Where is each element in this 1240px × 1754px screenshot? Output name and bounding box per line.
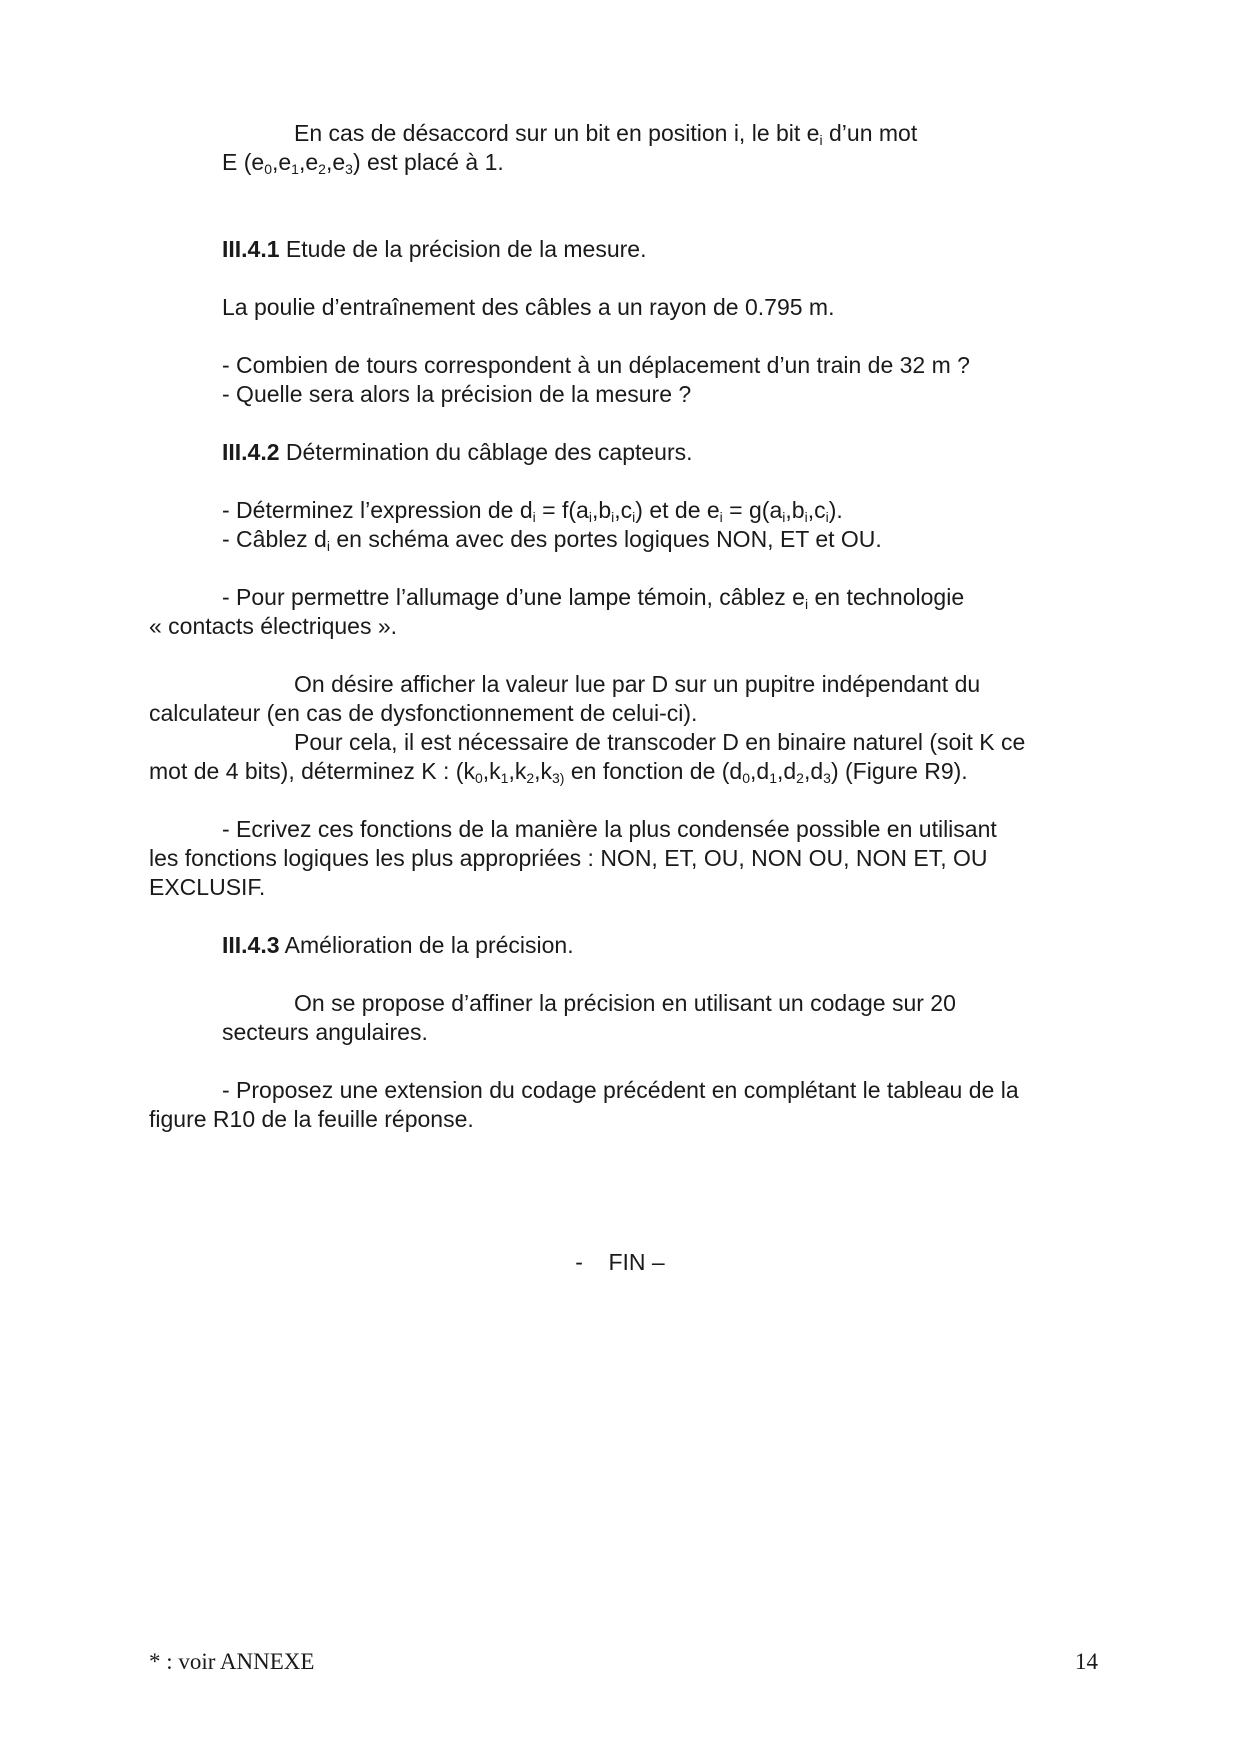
subscript: 3 [345, 161, 353, 177]
text-span: ,k [534, 758, 553, 784]
subscript: 3) [552, 770, 565, 786]
text-span: en technologie [808, 584, 965, 610]
subscript: 2 [526, 770, 535, 786]
subscript: i [782, 509, 786, 525]
section-title: Etude de la précision de la mesure. [279, 236, 647, 262]
text-line: figure R10 de la feuille réponse. [149, 1106, 474, 1132]
text-span: ,c [807, 497, 826, 523]
subscript: i [611, 509, 615, 525]
text-span: ,k [482, 758, 501, 784]
section-number: III.4.1 [222, 236, 280, 262]
subscript: 0 [264, 161, 272, 177]
text-line: Pour cela, il est nécessaire de transcoder D en binaire naturel (soit K ce [294, 729, 1026, 755]
text-span: = g(a [722, 497, 783, 523]
subscript: 2 [796, 770, 804, 786]
subscript: 0 [742, 770, 750, 786]
subscript: i [804, 596, 809, 612]
subscript: i [532, 509, 536, 525]
text-line: On se propose d’affiner la précision en utilisant un codage sur 20 [294, 990, 956, 1016]
text-line: « contacts électriques ». [149, 613, 398, 639]
text-span: en fonction de (d [564, 758, 743, 784]
text-span: ,d [776, 758, 797, 784]
text-line: les fonctions logiques les plus appropriées : NON, ET, OU, NON OU, NON ET, OU [149, 845, 988, 871]
text-span: en schéma avec des portes logiques NON, ET et OU. [329, 526, 882, 552]
subscript: i [719, 509, 723, 525]
text-span: ,e [325, 149, 346, 175]
subscript: i [804, 509, 808, 525]
subscript: i [825, 509, 829, 525]
text-span: E (e [222, 149, 265, 175]
text-line: - Proposez une extension du codage précédent en complétant le tableau de la [222, 1077, 1019, 1103]
text-line [222, 497, 843, 525]
text-span: En cas de désaccord sur un bit en position i, le bit e [294, 120, 820, 146]
section-heading-343 [222, 934, 574, 957]
subscript: 2 [318, 161, 326, 177]
text-span: ,b [785, 497, 805, 523]
subscript: 1 [769, 770, 777, 786]
text-span: ,c [614, 497, 633, 523]
text-span: ). [828, 497, 843, 523]
text-line [149, 758, 968, 786]
subscript: 0 [474, 770, 483, 786]
text-span: mot de 4 bits), déterminez K : (k [149, 758, 475, 784]
text-line [222, 149, 504, 177]
section-title: Détermination du câblage des capteurs. [279, 439, 693, 465]
text-line [222, 526, 882, 554]
question-line: - Quelle sera alors la précision de la mesure ? [222, 381, 692, 407]
subscript: i [588, 509, 592, 525]
text-span: - Câblez d [222, 526, 327, 552]
text-span: ) est placé à 1. [352, 149, 504, 175]
text-span: d’un mot [822, 120, 918, 146]
page-number: 14 [1075, 1649, 1098, 1674]
section-heading-341 [222, 238, 646, 261]
section-heading-342 [222, 441, 693, 464]
text-span: ,d [803, 758, 824, 784]
text-line: La poulie d’entraînement des câbles a un rayon de 0.795 m. [222, 294, 835, 320]
text-line: calculateur (en cas de dysfonctionnement de celui-ci). [149, 700, 698, 726]
text-span: ,k [508, 758, 527, 784]
text-span: ) et de e [635, 497, 720, 523]
subscript: i [326, 538, 330, 554]
text-line [294, 120, 918, 148]
text-line: EXCLUSIF. [149, 874, 266, 900]
text-line [222, 584, 965, 612]
subscript: 1 [291, 161, 299, 177]
subscript: 1 [500, 770, 509, 786]
end-marker: - FIN – [575, 1249, 665, 1275]
text-span: - Déterminez l’expression de d [222, 497, 533, 523]
question-line: - Combien de tours correspondent à un déplacement d’un train de 32 m ? [222, 352, 970, 378]
text-span: ,e [298, 149, 319, 175]
footer-note: * : voir ANNEXE [149, 1649, 315, 1674]
text-span: ) (Figure R9). [830, 758, 968, 784]
section-number: III.4.2 [222, 439, 280, 465]
text-line: On désire afficher la valeur lue par D sur un pupitre indépendant du [294, 671, 981, 697]
text-span: - Pour permettre l’allumage d’une lampe témoin, câblez e [222, 584, 805, 610]
subscript: i [632, 509, 636, 525]
text-span: ,d [750, 758, 770, 784]
text-line: - Ecrivez ces fonctions de la manière la plus condensée possible en utilisant [222, 816, 997, 842]
section-number: III.4.3 [222, 932, 280, 958]
subscript: i [819, 132, 823, 148]
text-line: secteurs angulaires. [222, 1019, 428, 1045]
text-span: ,b [591, 497, 612, 523]
text-span: ,e [271, 149, 292, 175]
text-span: = f(a [535, 497, 589, 523]
section-title: Amélioration de la précision. [279, 932, 574, 958]
subscript: 3 [823, 770, 831, 786]
